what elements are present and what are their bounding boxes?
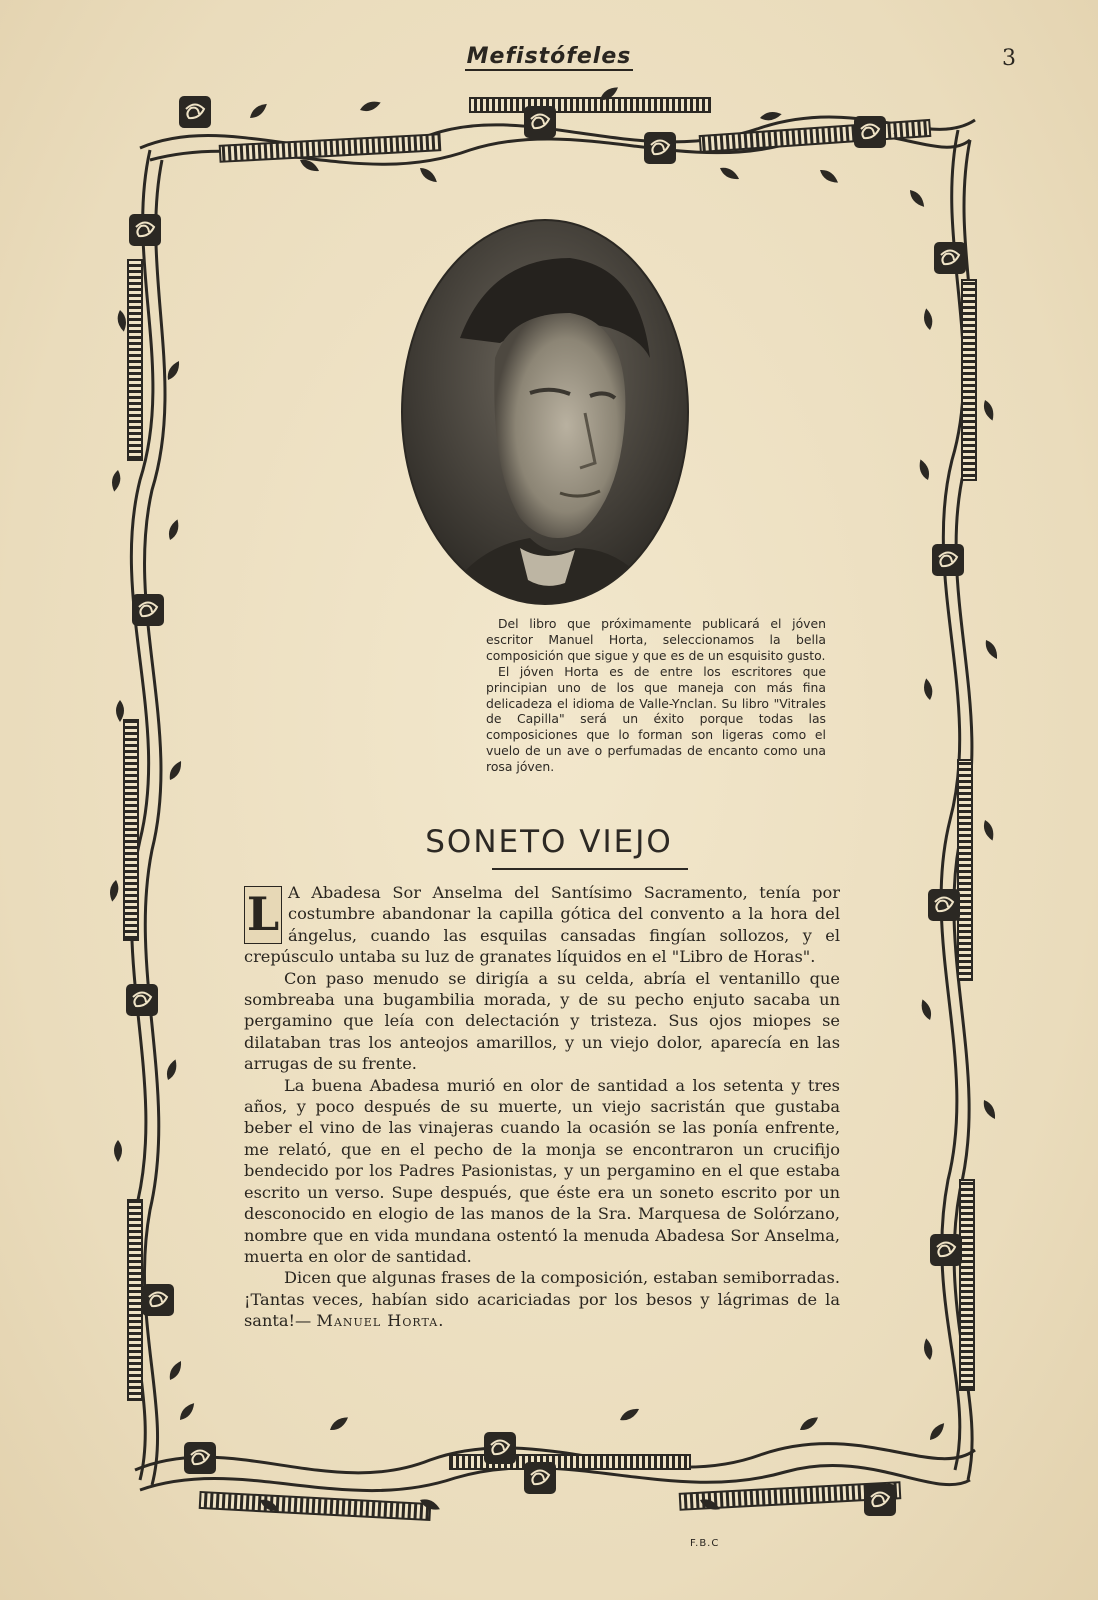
title-rule [492,868,688,870]
article-body [244,882,840,1332]
illustrator-signature: F.B.C [690,1538,720,1549]
article-paragraph: Dicen que algunas frases de la composición, estaban semiborradas. ¡Tantas veces, habían sido acariciadas por los besos y lágrimas de la santa!— Manuel Horta. [244,1268,841,1331]
running-title: Mefistófeles [466,44,632,69]
article-paragraph: L A Abadesa Sor Anselma del Santísimo Sacramento, tenía por costumbre abandonar la capilla gótica del convento a la hora del ángelus, cuando las esquilas cansadas fingían sollozos, y el crepúsculo untaba su luz de granates líquidos en el "Libro de Horas". [244,883,840,967]
intro-paragraph: Del libro que próximamente publicará el jóven escritor Manuel Horta, seleccionamos la bella composición que sigue y que es de un esquisito gusto. [486,616,826,663]
drop-cap: L [244,886,282,944]
author-name: Manuel Horta. [316,1311,445,1331]
page-number: 3 [1002,46,1016,71]
article-paragraph: La buena Abadesa murió en olor de santidad a los setenta y tres años, y poco después de su muerte, un viejo sacristán que gustaba beber el vino de las vinajeras cuando la ocasión se las ponía enfrente, me relató, que en el pecho de la monja se encontraron un crucifijo bendecido por los Padres Pasionistas, y un pergamino en el que estaba escrito un verso. Supe después, que éste era un soneto escrito por un desconocido en elogio de las manos de la Sra. Marquesa de Solórzano, nombre que en vida mundana ostentó la menuda Abadesa Sor Anselma, muerta en olor de santidad. [244,1075,840,1266]
author-portrait [400,218,690,606]
editorial-intro [486,616,826,775]
article-title: SONETO VIEJO [425,824,673,860]
intro-paragraph: El jóven Horta es de entre los escritores que principian uno de los que maneja con más fina delicadeza el idioma de Valle-Ynclan. Su libro "Vitrales de Capilla" será un éxito porque todas las composiciones que lo forman son ligeras como el vuelo de un ave o perfumadas de encanto como una rosa jóven. [486,663,826,775]
article-paragraph: Con paso menudo se dirigía a su celda, abría el ventanillo que sombreaba una bugambilia morada, y de su pecho enjuto sacaba un pergamino que leía con delectación y tristeza. Sus ojos miopes se dilataban tras los anteojos amarillos, y un viejo dolor, aparecía en las arrugas de su frente. [244,968,840,1074]
